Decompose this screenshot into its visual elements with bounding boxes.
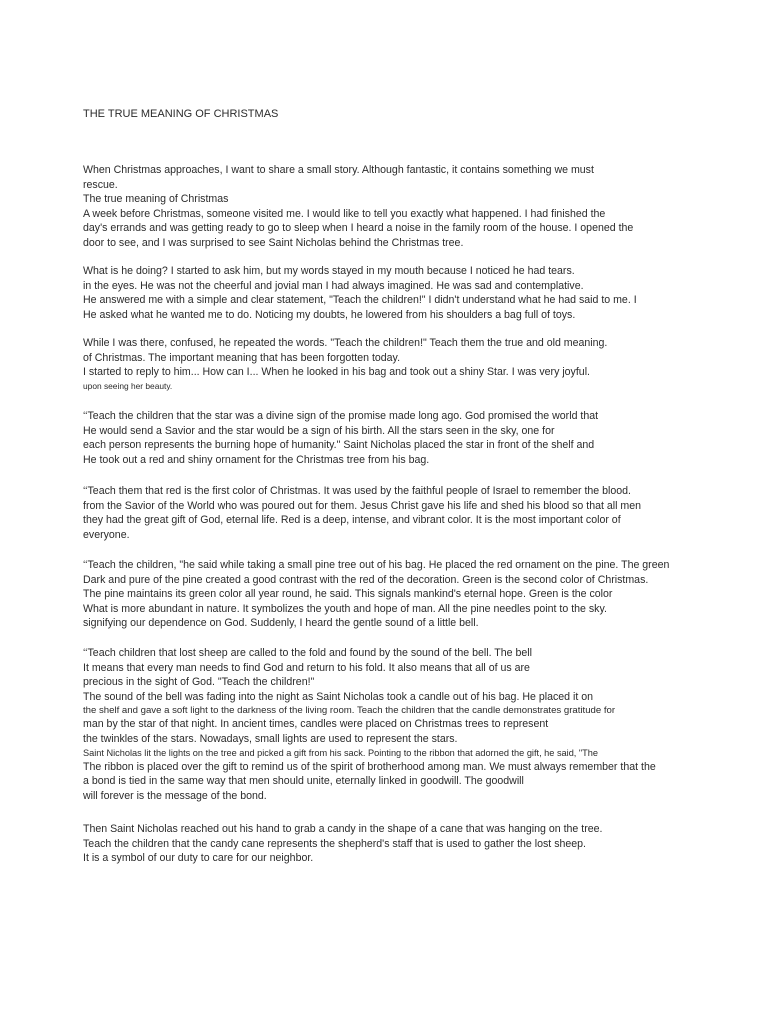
text-line: Saint Nicholas lit the lights on the tree and picked a gift from his sack. Pointing to the ribbon that adorned the gift, he said, "The (83, 747, 598, 758)
text-line: each person represents the burning hope of humanity." Saint Nicholas placed the star in front of the shelf and (83, 439, 595, 452)
text-line: It means that every man needs to find God and return to his fold. It also means that all of us are (83, 661, 530, 674)
text-line: of Christmas. The important meaning that has been forgotten today. (83, 351, 401, 364)
text-line: The pine maintains its green color all year round, he said. This signals mankind's eternal hope. Green is the color (83, 588, 613, 601)
text-line: A week before Christmas, someone visited me. I would like to tell you exactly what happened. I had finished the (83, 207, 606, 220)
text-line: the shelf and gave a soft light to the darkness of the living room. Teach the children that the candle demonstrates gratitude for (83, 705, 616, 717)
text-line: It is a symbol of our duty to care for our neighbor. (83, 852, 314, 865)
text-line: He would send a Savior and the star would be a sign of his birth. All the stars seen in the sky, one for (83, 424, 555, 437)
text-line: While I was there, confused, he repeated the words. "Teach the children!" Teach them the true and old meaning. (83, 337, 608, 349)
text-line: day's errands and was getting ready to go to sleep when I heard a noise in the family room of the house. I opened the (83, 222, 634, 235)
text-line: signifying our dependence on God. Suddenly, I heard the gentle sound of a little bell. (83, 617, 479, 630)
text-line: ‘‘Teach them that red is the first color of Christmas. It was used by the faithful people of Israel to remember the blood. (83, 485, 632, 497)
document-title: THE TRUE MEANING OF CHRISTMAS (83, 108, 279, 120)
text-line: Then Saint Nicholas reached out his hand to grab a candy in the shape of a cane that was hanging on the tree. (83, 823, 603, 835)
text-line: door to see, and I was surprised to see Saint Nicholas behind the Christmas tree. (83, 236, 464, 249)
text-line: the twinkles of the stars. Nowadays, small lights are used to represent the stars. (83, 732, 458, 745)
text-line: everyone. (83, 528, 130, 541)
paragraph-6 (83, 558, 669, 631)
text-line: The ribbon is placed over the gift to remind us of the spirit of brotherhood among man. We must always remember that the (83, 760, 656, 773)
text-line: ‘‘Teach the children, "he said while taking a small pine tree out of his bag. He placed the red ornament on the pine. The green (83, 559, 670, 571)
text-line: He asked what he wanted me to do. Noticing my doubts, he lowered from his shoulders a bag full of toys. (83, 308, 576, 321)
text-line: He answered me with a simple and clear statement, "Teach the children!" I didn't understand what he had said to me. I (83, 294, 637, 307)
paragraph-4 (83, 409, 598, 467)
text-line: man by the star of that night. In ancient times, candles were placed on Christmas trees to represent (83, 718, 549, 731)
text-line: from the Savior of the World who was poured out for them. Jesus Christ gave his life and shed his blood so that all men (83, 499, 642, 512)
text-line: in the eyes. He was not the cheerful and jovial man I had always imagined. He was sad and contemplative. (83, 279, 584, 292)
text-line: will forever is the message of the bond. (83, 789, 267, 802)
text-line: What is he doing? I started to ask him, but my words stayed in my mouth because I noticed he had tears. (83, 265, 575, 277)
text-line: The true meaning of Christmas (83, 193, 229, 206)
text-line: What is more abundant in nature. It symbolizes the youth and hope of man. All the pine needles point to the sky. (83, 602, 607, 615)
text-line: ‘‘Teach children that lost sheep are called to the fold and found by the sound of the bell. The bell (83, 647, 532, 659)
text-line: Dark and pure of the pine created a good contrast with the red of the decoration. Green is the second color of Christmas. (83, 573, 649, 586)
text-line: The sound of the bell was fading into the night as Saint Nicholas took a candle out of his bag. He placed it on (83, 690, 594, 703)
text-line: precious in the sight of God. "Teach the children!" (83, 676, 315, 689)
paragraph-7 (83, 646, 656, 803)
text-line: ‘‘Teach the children that the star was a divine sign of the promise made long ago. God promised the world that (83, 410, 599, 422)
paragraph-1 (83, 163, 633, 251)
paragraph-8 (83, 822, 602, 866)
text-line: a bond is tied in the same way that men should unite, eternally linked in goodwill. The goodwill (83, 775, 524, 788)
text-line: they had the great gift of God, eternal life. Red is a deep, intense, and vibrant color. It is the most important color of (83, 514, 621, 527)
text-line: I started to reply to him... How can I... When he looked in his bag and took out a shiny Star. I was very joyful. (83, 366, 590, 379)
paragraph-3 (83, 336, 607, 393)
text-line: When Christmas approaches, I want to share a small story. Although fantastic, it contains something we must (83, 164, 594, 176)
paragraph-5 (83, 484, 641, 542)
text-line: Teach the children that the candy cane represents the shepherd's staff that is used to gather the lost sheep. (83, 837, 586, 850)
text-line: He took out a red and shiny ornament for the Christmas tree from his bag. (83, 453, 430, 466)
text-line: upon seeing her beauty. (83, 380, 173, 391)
paragraph-2 (83, 264, 637, 322)
text-line: rescue. (83, 178, 118, 191)
